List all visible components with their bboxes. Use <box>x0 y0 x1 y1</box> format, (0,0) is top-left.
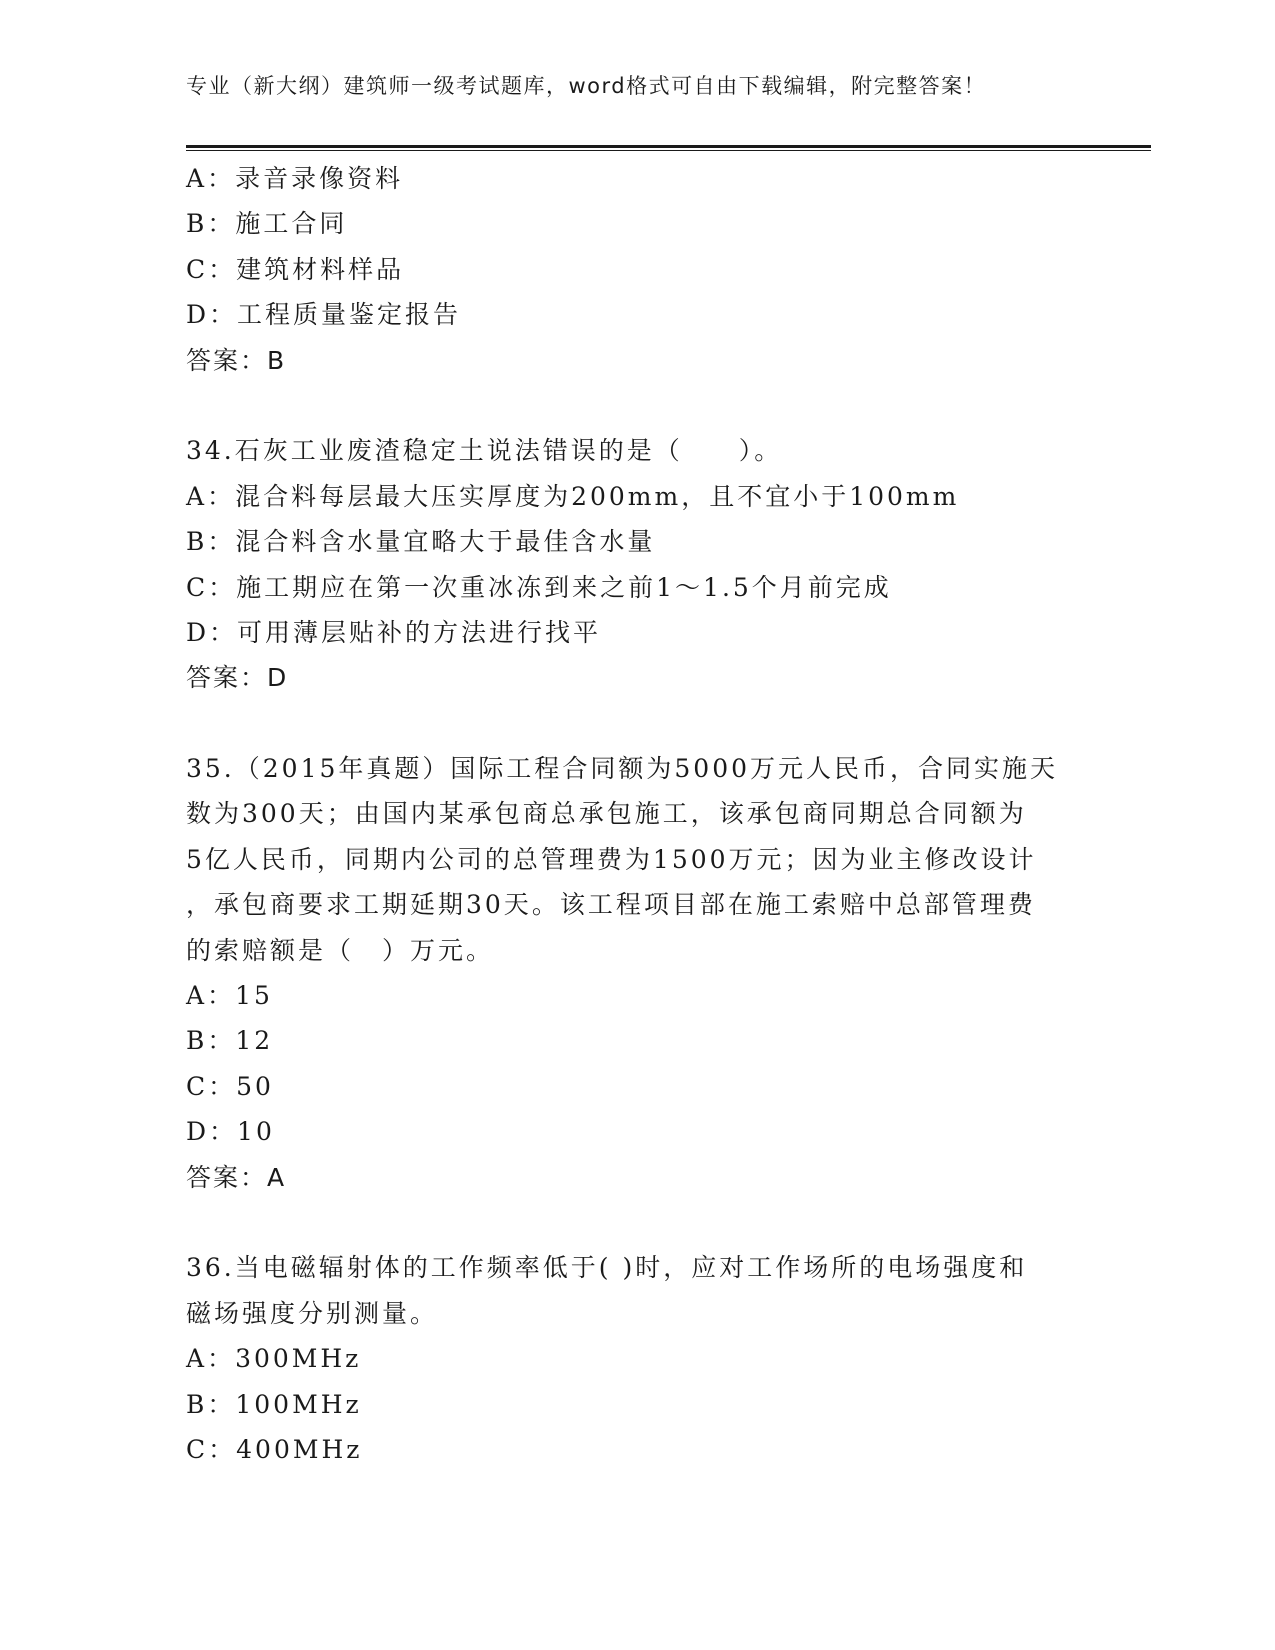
option-text: 12 <box>235 1026 274 1056</box>
option-letter: C： <box>186 572 237 602</box>
option-letter: A： <box>186 164 236 193</box>
option-line <box>186 610 1086 655</box>
option-line <box>186 1427 1086 1472</box>
spacer <box>186 383 1086 428</box>
option-letter: C： <box>186 1434 237 1464</box>
option-letter: D： <box>186 617 238 647</box>
option-line <box>186 201 1086 246</box>
header-rule-thick <box>186 145 1151 148</box>
option-letter: A： <box>186 981 236 1011</box>
option-line <box>186 519 1086 564</box>
question-stem-line: ，承包商要求工期延期30天。该工程项目部在施工索赔中总部管理费 <box>186 890 1036 920</box>
option-text: 15 <box>235 981 273 1011</box>
option-line <box>186 1382 1086 1427</box>
option-text: 混合料每层最大压实厚度为200mm，且不宜小于100mm <box>235 481 960 511</box>
option-letter: B： <box>186 527 236 557</box>
spacer <box>186 701 1086 746</box>
option-letter: D： <box>186 1117 238 1147</box>
option-text: 100MHz <box>235 1389 362 1419</box>
spacer <box>186 1200 1086 1245</box>
answer-line: 答案：D <box>186 663 289 693</box>
question-stem: 34.石灰工业废渣稳定土说法错误的是（ ）。 <box>186 436 783 466</box>
option-letter: B： <box>186 1389 236 1419</box>
option-text: 可用薄层贴补的方法进行找平 <box>237 617 602 647</box>
option-text: 工程质量鉴定报告 <box>237 300 462 330</box>
option-line <box>186 156 1086 201</box>
option-letter: A： <box>186 1344 236 1374</box>
answer-line: 答案：B <box>186 345 287 375</box>
option-letter: C： <box>186 254 237 284</box>
question-stem-line: 的索赔额是（ ）万元。 <box>186 935 495 965</box>
answer-line: 答案：A <box>186 1162 287 1192</box>
option-text: 录音录像资料 <box>235 164 404 193</box>
option-text: 混合料含水量宜略大于最佳含水量 <box>235 527 656 557</box>
header-rule-thin <box>186 150 1151 151</box>
option-line <box>186 565 1086 610</box>
option-line <box>186 1336 1086 1381</box>
question-stem-line: 36.当电磁辐射体的工作频率低于( )时，应对工作场所的电场强度和 <box>186 1253 1028 1283</box>
option-line <box>186 247 1086 292</box>
question-stem-line: 磁场强度分别测量。 <box>186 1298 439 1328</box>
option-text: 50 <box>236 1071 274 1101</box>
option-letter: B： <box>186 1026 236 1056</box>
option-line <box>186 973 1086 1018</box>
option-line <box>186 1109 1086 1154</box>
option-text: 300MHz <box>235 1344 362 1374</box>
question-stem-line: 数为300天；由国内某承包商总承包施工，该承包商同期总合同额为 <box>186 799 1027 829</box>
option-line <box>186 474 1086 519</box>
question-stem-line: 35.（2015年真题）国际工程合同额为5000万元人民币，合同实施天 <box>186 754 1059 784</box>
question-content <box>186 156 1086 1472</box>
option-letter: D： <box>186 300 238 330</box>
option-text: 施工合同 <box>235 209 348 239</box>
option-text: 施工期应在第一次重冰冻到来之前1～1.5个月前完成 <box>236 572 892 602</box>
option-line <box>186 292 1086 337</box>
option-text: 建筑材料样品 <box>236 254 405 284</box>
option-line <box>186 1064 1086 1109</box>
option-text: 400MHz <box>236 1434 363 1464</box>
option-line <box>186 1018 1086 1063</box>
option-text: 10 <box>237 1117 275 1147</box>
question-stem-line: 5亿人民币，同期内公司的总管理费为1500万元；因为业主修改设计 <box>186 844 1037 874</box>
page-header: 专业（新大纲）建筑师一级考试题库，word格式可自由下载编辑，附完整答案！ <box>186 74 987 98</box>
option-letter: B： <box>186 209 236 239</box>
option-letter: A： <box>186 481 236 511</box>
option-letter: C： <box>186 1071 237 1101</box>
